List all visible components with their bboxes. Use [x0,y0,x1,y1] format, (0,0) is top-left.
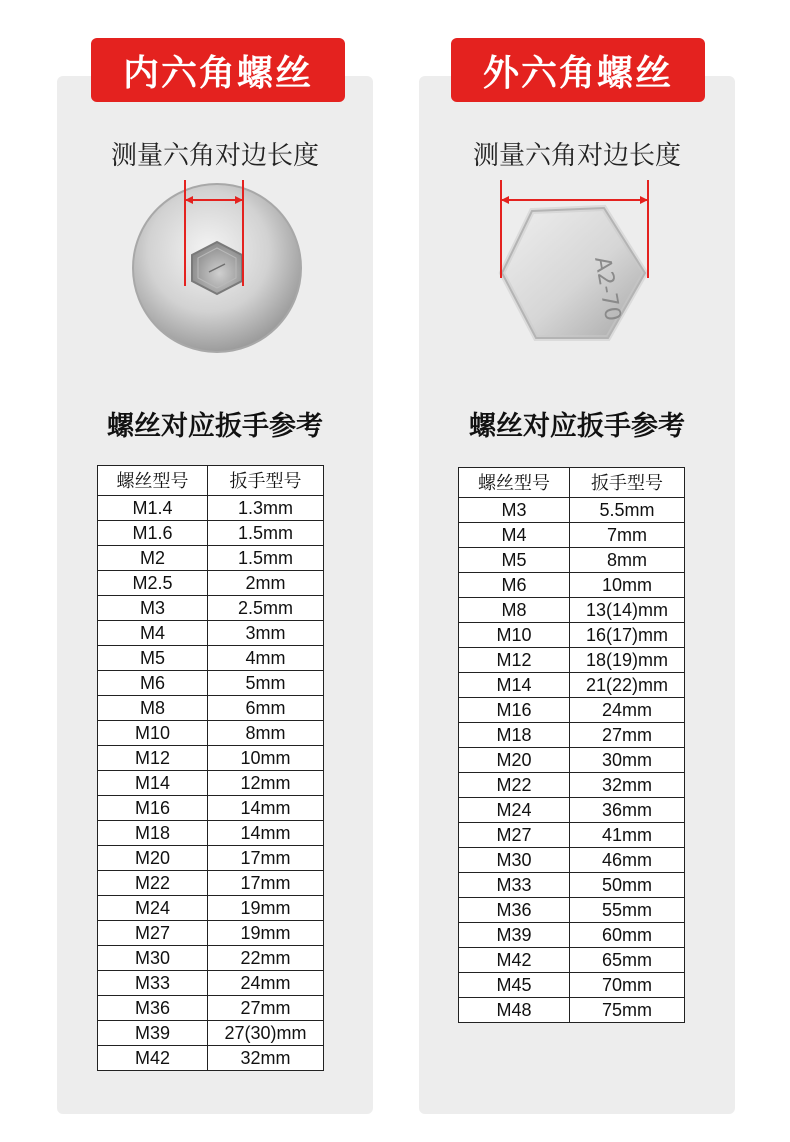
screw-size-cell: M42 [459,948,570,973]
screw-size-cell: M18 [98,821,208,846]
screw-size-cell: M14 [459,673,570,698]
wrench-size-cell: 13(14)mm [570,598,685,623]
table-row [98,521,324,546]
screw-size-cell: M33 [98,971,208,996]
wrench-size-cell: 24mm [570,698,685,723]
wrench-size-cell: 14mm [208,821,324,846]
screw-size-cell: M12 [98,746,208,771]
table-row [459,773,685,798]
wrench-size-cell: 1.3mm [208,496,324,521]
screw-size-cell: M8 [459,598,570,623]
table-row [98,646,324,671]
table-row [98,921,324,946]
wrench-size-cell: 36mm [570,798,685,823]
wrench-size-cell: 27mm [208,996,324,1021]
table-row [459,873,685,898]
wrench-size-cell: 41mm [570,823,685,848]
wrench-size-cell: 5mm [208,671,324,696]
screw-size-cell: M22 [459,773,570,798]
wrench-size-cell: 10mm [570,573,685,598]
wrench-size-cell: 3mm [208,621,324,646]
wrench-size-cell: 18(19)mm [570,648,685,673]
screw-size-cell: M6 [459,573,570,598]
table-row [459,598,685,623]
wrench-size-cell: 7mm [570,523,685,548]
table-row [459,998,685,1023]
wrench-size-cell: 75mm [570,998,685,1023]
screw-size-cell: M6 [98,671,208,696]
screw-size-cell: M3 [459,498,570,523]
right-measure-label: 测量六角对边长度 [472,141,681,171]
table-row [98,621,324,646]
wrench-size-cell: 30mm [570,748,685,773]
screw-size-cell: M16 [459,698,570,723]
wrench-size-cell: 19mm [208,896,324,921]
table-row [98,896,324,921]
wrench-size-cell: 65mm [570,948,685,973]
wrench-size-cell: 22mm [208,946,324,971]
wrench-size-cell: 17mm [208,846,324,871]
table-row [459,523,685,548]
wrench-size-cell: 27(30)mm [208,1021,324,1046]
screw-size-cell: M30 [98,946,208,971]
wrench-size-cell: 17mm [208,871,324,896]
screw-size-cell: M27 [459,823,570,848]
screw-size-cell: M39 [459,923,570,948]
table-row [459,623,685,648]
right-reference-title: 螺丝对应扳手参考 [469,411,685,442]
table-row [459,973,685,998]
screw-size-cell: M2 [98,546,208,571]
screw-size-cell: M1.6 [98,521,208,546]
screw-size-cell: M39 [98,1021,208,1046]
right-wrench-size-table [458,467,685,1023]
wrench-size-cell: 19mm [208,921,324,946]
wrench-size-cell: 8mm [208,721,324,746]
header-screw-size: 螺丝型号 [459,468,570,498]
screw-size-cell: M4 [459,523,570,548]
table-header-row [459,468,685,498]
screw-size-cell: M4 [98,621,208,646]
screw-size-cell: M2.5 [98,571,208,596]
header-wrench-size: 扳手型号 [208,466,324,496]
hex-socket-screw-head-icon [125,176,315,356]
bolt-head-marking: A2-70 [589,254,625,324]
screw-size-cell: M36 [459,898,570,923]
table-row [459,798,685,823]
table-row [98,696,324,721]
screw-size-cell: M36 [98,996,208,1021]
wrench-size-cell: 4mm [208,646,324,671]
table-row [459,948,685,973]
screw-size-cell: M5 [459,548,570,573]
wrench-size-cell: 1.5mm [208,546,324,571]
screw-size-cell: M45 [459,973,570,998]
table-row [98,596,324,621]
hex-bolt-head-icon [495,178,655,368]
wrench-size-cell: 2.5mm [208,596,324,621]
table-row [98,496,324,521]
table-row [459,573,685,598]
wrench-size-cell: 32mm [570,773,685,798]
table-row [459,848,685,873]
screw-size-cell: M42 [98,1046,208,1071]
table-row [98,946,324,971]
wrench-size-cell: 55mm [570,898,685,923]
screw-size-cell: M20 [98,846,208,871]
table-row [98,671,324,696]
screw-size-cell: M18 [459,723,570,748]
screw-size-cell: M3 [98,596,208,621]
left-reference-title: 螺丝对应扳手参考 [107,411,323,442]
screw-size-cell: M27 [98,921,208,946]
wrench-size-cell: 12mm [208,771,324,796]
wrench-size-cell: 16(17)mm [570,623,685,648]
screw-size-cell: M12 [459,648,570,673]
left-wrench-size-table [97,465,324,1071]
wrench-size-cell: 24mm [208,971,324,996]
table-row [459,748,685,773]
right-title-badge: 外六角螺丝 [451,38,705,102]
table-row [459,548,685,573]
wrench-size-cell: 14mm [208,796,324,821]
table-row [98,546,324,571]
screw-size-cell: M30 [459,848,570,873]
table-row [459,648,685,673]
screw-size-cell: M33 [459,873,570,898]
table-row [98,796,324,821]
table-row [98,846,324,871]
table-row [98,821,324,846]
table-row [459,698,685,723]
wrench-size-cell: 5.5mm [570,498,685,523]
screw-size-cell: M1.4 [98,496,208,521]
wrench-size-cell: 6mm [208,696,324,721]
wrench-size-cell: 46mm [570,848,685,873]
screw-size-cell: M8 [98,696,208,721]
screw-size-cell: M14 [98,771,208,796]
table-row [98,971,324,996]
screw-size-cell: M48 [459,998,570,1023]
header-wrench-size: 扳手型号 [570,468,685,498]
table-header-row [98,466,324,496]
screw-size-cell: M10 [98,721,208,746]
wrench-size-cell: 2mm [208,571,324,596]
wrench-size-cell: 32mm [208,1046,324,1071]
wrench-size-cell: 21(22)mm [570,673,685,698]
left-title-badge: 内六角螺丝 [91,38,345,102]
table-row [459,673,685,698]
table-row [98,571,324,596]
table-row [98,996,324,1021]
wrench-size-cell: 70mm [570,973,685,998]
table-row [98,746,324,771]
table-row [459,723,685,748]
table-row [459,498,685,523]
table-row [459,823,685,848]
screw-size-cell: M5 [98,646,208,671]
screw-size-cell: M22 [98,871,208,896]
screw-size-cell: M20 [459,748,570,773]
wrench-size-cell: 27mm [570,723,685,748]
table-row [98,771,324,796]
screw-size-cell: M24 [459,798,570,823]
screw-size-cell: M10 [459,623,570,648]
screw-size-cell: M16 [98,796,208,821]
wrench-size-cell: 1.5mm [208,521,324,546]
header-screw-size: 螺丝型号 [98,466,208,496]
left-measure-label: 测量六角对边长度 [110,141,319,171]
table-row [459,898,685,923]
table-row [98,721,324,746]
wrench-size-cell: 60mm [570,923,685,948]
wrench-size-cell: 8mm [570,548,685,573]
wrench-size-cell: 50mm [570,873,685,898]
wrench-size-cell: 10mm [208,746,324,771]
table-row [98,871,324,896]
table-row [459,923,685,948]
table-row [98,1021,324,1046]
table-row [98,1046,324,1071]
screw-size-cell: M24 [98,896,208,921]
